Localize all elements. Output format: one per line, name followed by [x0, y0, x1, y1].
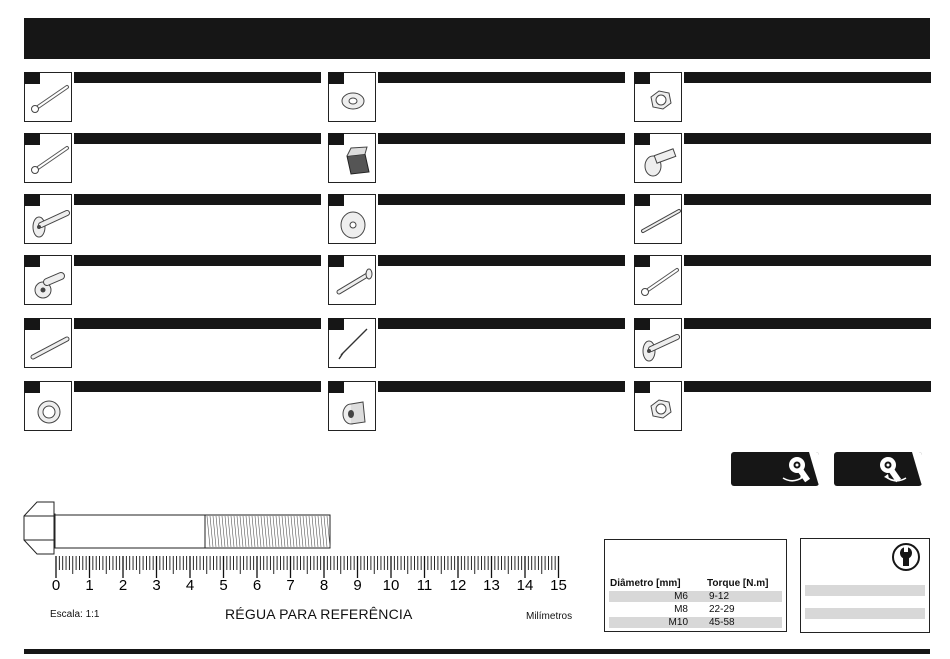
ruler-number: 2	[118, 577, 128, 594]
ruler-numbers	[52, 577, 567, 594]
part-card	[328, 194, 625, 246]
part-title-bar	[74, 318, 321, 329]
part-number-box	[328, 133, 344, 145]
part-title-bar	[74, 194, 321, 205]
part-card	[24, 72, 321, 124]
diameter-cell: M10	[668, 617, 688, 628]
part-card	[634, 255, 931, 307]
torque-header: Torque [N.m]	[707, 578, 769, 589]
ruler-number: 5	[219, 577, 228, 594]
footer-bar	[24, 649, 930, 654]
units-label: Milímetros	[526, 611, 573, 622]
ruler-number: 13	[483, 577, 500, 594]
part-title-bar	[378, 318, 625, 329]
loosen-badge	[834, 452, 922, 486]
part-card	[328, 72, 625, 124]
part-card	[328, 255, 625, 307]
part-card	[634, 318, 931, 370]
part-card	[328, 318, 625, 370]
ruler-number: 15	[550, 577, 567, 594]
part-title-bar	[684, 318, 931, 329]
part-number-box	[328, 318, 344, 330]
part-card	[24, 381, 321, 433]
ruler-number: 12	[449, 577, 467, 594]
part-title-bar	[74, 133, 321, 144]
ruler-number: 3	[152, 577, 161, 594]
part-title-bar	[74, 255, 321, 266]
part-title-bar	[378, 255, 625, 266]
scale-label: Escala: 1:1	[50, 609, 100, 620]
part-title-bar	[684, 381, 931, 392]
diameter-cell: M8	[674, 604, 688, 615]
part-title-bar	[378, 381, 625, 392]
diameter-cell: M6	[674, 591, 688, 602]
ruler-number: 9	[353, 577, 362, 594]
part-number-box	[634, 72, 650, 84]
part-number-box	[328, 72, 344, 84]
part-number-box	[634, 133, 650, 145]
torque-cell: 9-12	[709, 591, 730, 602]
tool-box	[800, 538, 930, 633]
wrench-clockwise-icon	[731, 452, 819, 486]
part-title-bar	[684, 72, 931, 83]
ruler-number: 14	[516, 577, 534, 594]
part-card	[24, 133, 321, 185]
part-card	[24, 318, 321, 370]
part-card	[634, 133, 931, 185]
part-card	[24, 194, 321, 246]
part-number-box	[24, 133, 40, 145]
part-card	[634, 72, 931, 124]
part-number-box	[328, 194, 344, 206]
ruler-number: 1	[85, 577, 94, 594]
ruler-number: 6	[252, 577, 262, 594]
part-title-bar	[684, 255, 931, 266]
table-row	[609, 617, 782, 628]
part-title-bar	[684, 194, 931, 205]
part-number-box	[328, 255, 344, 267]
part-title-bar	[378, 72, 625, 83]
header-bar	[24, 18, 930, 59]
ruler-title: RÉGUA PARA REFERÊNCIA	[225, 606, 413, 622]
part-card	[634, 381, 931, 433]
part-number-box	[24, 318, 40, 330]
part-number-box	[24, 255, 40, 267]
part-title-bar	[378, 194, 625, 205]
wrench-badge-icon	[891, 542, 921, 576]
tool-box-stripe	[805, 585, 925, 596]
part-number-box	[24, 72, 40, 84]
part-number-box	[634, 194, 650, 206]
ruler-number: 8	[319, 577, 329, 594]
part-number-box	[24, 194, 40, 206]
part-title-bar	[74, 381, 321, 392]
part-title-bar	[684, 133, 931, 144]
part-card	[24, 255, 321, 307]
part-title-bar	[74, 72, 321, 83]
table-row	[609, 591, 782, 602]
reference-ruler	[14, 494, 584, 599]
part-card	[634, 194, 931, 246]
ruler-number: 0	[51, 577, 61, 594]
part-card	[328, 133, 625, 185]
part-number-box	[634, 318, 650, 330]
bolt-drawing	[24, 502, 330, 554]
table-row	[609, 604, 782, 615]
tool-box-stripe	[805, 608, 925, 619]
torque-table	[604, 539, 787, 632]
ruler-ticks	[56, 556, 559, 578]
torque-cell: 45-58	[709, 617, 735, 628]
ruler-number: 7	[286, 577, 295, 594]
ruler-number: 10	[382, 577, 400, 594]
part-number-box	[328, 381, 344, 393]
wrench-counterclockwise-icon	[834, 452, 922, 486]
part-number-box	[634, 381, 650, 393]
part-card	[328, 381, 625, 433]
part-number-box	[634, 255, 650, 267]
diameter-header: Diâmetro [mm]	[610, 578, 681, 589]
part-number-box	[24, 381, 40, 393]
part-title-bar	[378, 133, 625, 144]
ruler-number: 4	[185, 577, 195, 594]
torque-cell: 22-29	[709, 604, 735, 615]
ruler-number: 11	[416, 577, 433, 594]
tighten-badge	[731, 452, 819, 486]
